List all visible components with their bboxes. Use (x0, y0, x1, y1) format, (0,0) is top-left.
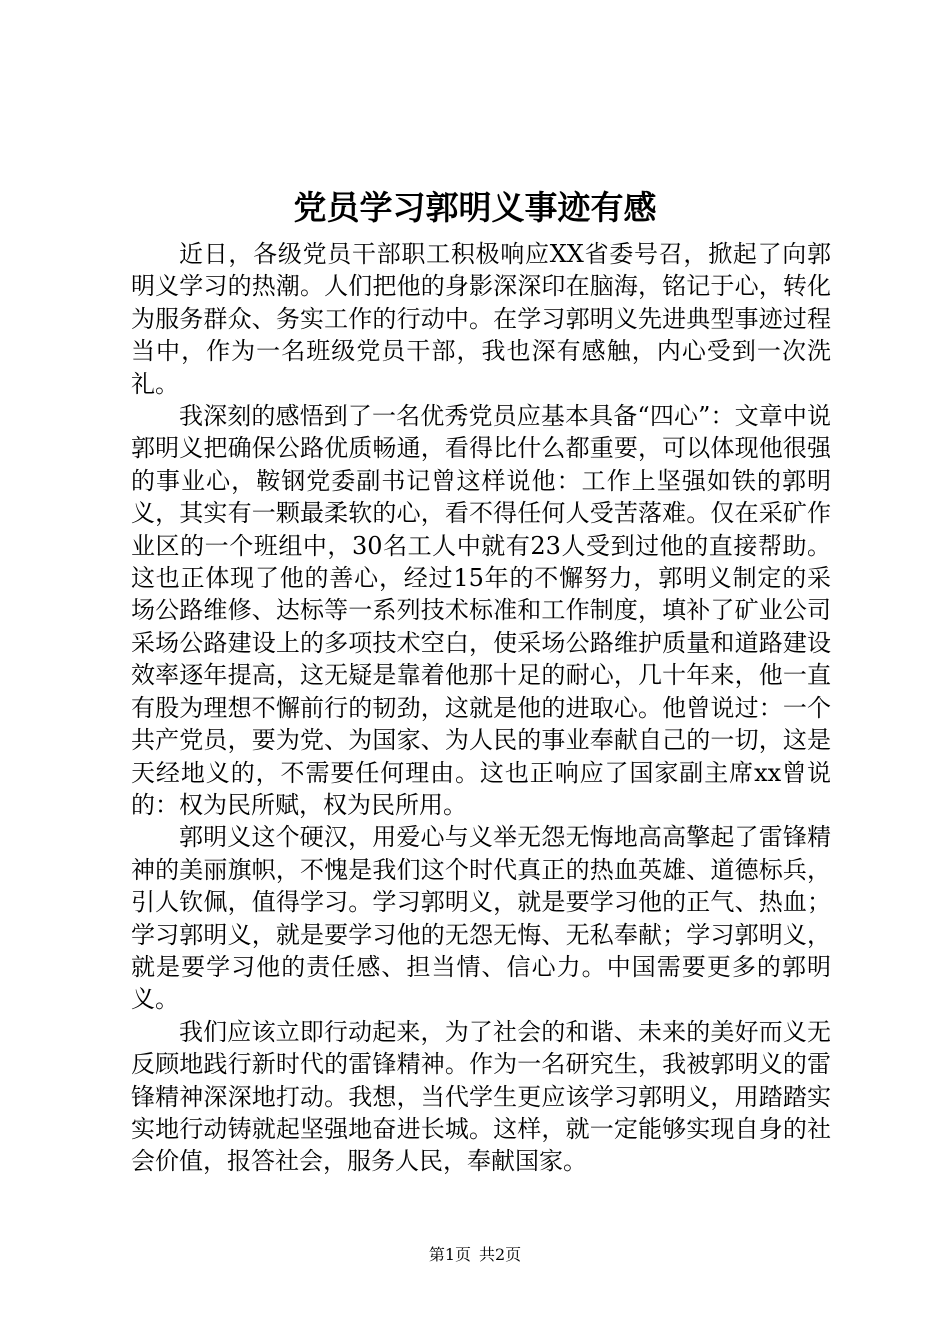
paragraph-1: 近日，各级党员干部职工积极响应XX省委号召，掀起了向郭明义学习的热潮。人们把他的身影深深印在脑海，铭记于心，转化为服务群众、务实工作的行动中。在学习郭明义先进典型事迹过程当中，作为一名班级党员干部，我也深有感触，内心受到一次洗礼。 (131, 240, 831, 398)
document-body (131, 238, 831, 1178)
page-number-current: 第1页 (428, 1245, 471, 1264)
paragraph-3: 郭明义这个硬汉，用爱心与义举无怨无悔地高高擎起了雷锋精神的美丽旗帜，不愧是我们这个时代真正的热血英雄、道德标兵，引人钦佩，值得学习。学习郭明义，就是要学习他的正气、热血；学习郭明义，就是要学习他的无怨无悔、无私奉献；学习郭明义，就是要学习他的责任感、担当情、信心力。中国需要更多的郭明义。 (131, 823, 831, 1014)
paragraph-2: 我深刻的感悟到了一名优秀党员应基本具备“四心”：文章中说郭明义把确保公路优质畅通，看得比什么都重要，可以体现他很强的事业心，鞍钢党委副书记曾这样说他：工作上坚强如铁的郭明义，其实有一颗最柔软的心，看不得任何人受苦落难。仅在采矿作业区的一个班组中，30名工人中就有23人受到过他的直接帮助。这也正体现了他的善心，经过15年的不懈努力，郭明义制定的采场公路维修、达标等一系列技术标准和工作制度，填补了矿业公司采场公路建设上的多项技术空白，使采场公路维护质量和道路建设效率逐年提高，这无疑是靠着他那十足的耐心，几十年来，他一直有股为理想不懈前行的韧劲，这就是他的进取心。他曾说过：一个共产党员，要为党、为国家、为人民的事业奉献自己的一切，这是天经地义的，不需要任何理由。这也正响应了国家副主席xx曾说的：权为民所赋，权为民所用。 (131, 402, 831, 819)
document-title: 党员学习郭明义事迹有感 (293, 188, 657, 227)
paragraph-4: 我们应该立即行动起来，为了社会的和谐、未来的美好而义无反顾地践行新时代的雷锋精神。作为一名研究生，我被郭明义的雷锋精神深深地打动。我想，当代学生更应该学习郭明义，用踏踏实实地行动铸就起坚强地奋进长城。这样，就一定能够实现自身的社会价值，报答社会，服务人民，奉献国家。 (131, 1017, 831, 1176)
page-footer (0, 1245, 950, 1265)
page-number-total: 共2页 (479, 1245, 522, 1264)
